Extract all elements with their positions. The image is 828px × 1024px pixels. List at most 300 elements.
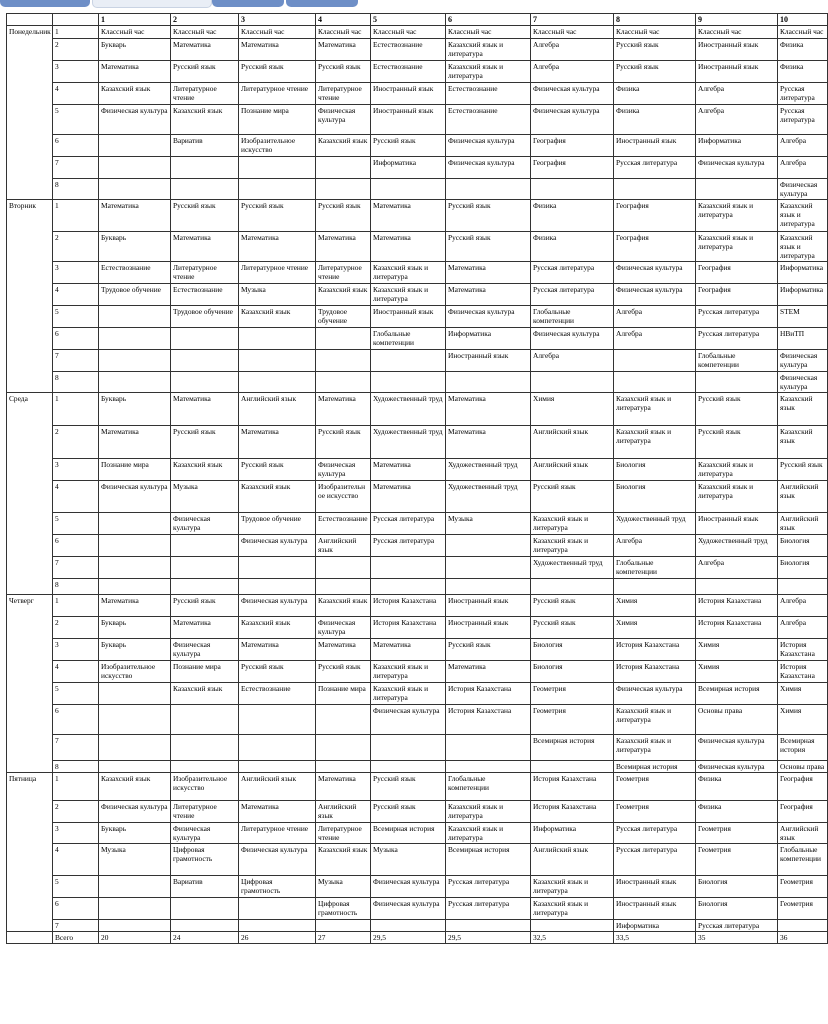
lesson-cell: Трудовое обучение	[239, 513, 316, 535]
lesson-cell	[446, 557, 531, 579]
table-row	[7, 773, 828, 801]
lesson-cell: Биология	[696, 898, 778, 920]
lesson-cell	[171, 157, 239, 179]
lesson-cell	[239, 920, 316, 932]
lesson-cell: Русский язык	[531, 595, 614, 617]
lesson-cell: Русская литература	[446, 876, 531, 898]
lesson-cell: Математика	[371, 639, 446, 661]
lesson-cell: Казахский язык и литература	[696, 232, 778, 262]
browser-tab[interactable]	[0, 0, 90, 7]
lesson-cell: Познание мира	[171, 661, 239, 683]
lesson-cell: Математика	[316, 39, 371, 61]
lesson-cell: Геометрия	[696, 823, 778, 844]
lesson-cell: Букварь	[99, 39, 171, 61]
lesson-cell: Физическая культура	[614, 262, 696, 284]
lesson-cell: Физическая культура	[371, 705, 446, 735]
lesson-cell: Иностранный язык	[371, 105, 446, 135]
table-row	[7, 876, 828, 898]
lesson-cell: Физическая культура	[171, 639, 239, 661]
total-value: 24	[171, 932, 239, 944]
lesson-cell	[778, 920, 828, 932]
lesson-cell: Естествознание	[446, 105, 531, 135]
lesson-cell: Русский язык	[171, 200, 239, 232]
lesson-cell: Физическая культура	[316, 459, 371, 481]
lesson-cell: Казахский язык и литература	[614, 735, 696, 761]
lesson-cell	[171, 920, 239, 932]
lesson-cell	[446, 179, 531, 200]
lesson-number: 4	[53, 284, 99, 306]
lesson-cell: Физическая культура	[696, 157, 778, 179]
lesson-cell: Математика	[316, 639, 371, 661]
lesson-cell: Английский язык	[778, 823, 828, 844]
lesson-cell: Алгебра	[778, 617, 828, 639]
lesson-cell: Математика	[371, 481, 446, 513]
lesson-cell: Глобальные компетенции	[696, 350, 778, 372]
lesson-cell: Русский язык	[239, 200, 316, 232]
lesson-cell: Физика	[531, 232, 614, 262]
table-row	[7, 426, 828, 459]
lesson-cell	[239, 898, 316, 920]
lesson-cell: Казахский язык и литература	[371, 284, 446, 306]
header-class-number: 9	[696, 14, 778, 26]
day-label: Пятница	[7, 773, 53, 932]
lesson-cell: Всемирная история	[531, 735, 614, 761]
lesson-cell: Русская литература	[371, 535, 446, 557]
lesson-cell: Биология	[614, 481, 696, 513]
lesson-cell: Русский язык	[371, 801, 446, 823]
lesson-cell: Физическая культура	[316, 105, 371, 135]
header-class-number: 3	[239, 14, 316, 26]
lesson-cell: Физика	[614, 83, 696, 105]
lesson-cell: Физическая культура	[99, 105, 171, 135]
day-label: Среда	[7, 393, 53, 595]
lesson-cell	[239, 350, 316, 372]
lesson-cell: Художественный труд	[614, 513, 696, 535]
lesson-cell: География	[778, 801, 828, 823]
lesson-cell	[316, 705, 371, 735]
browser-tab[interactable]	[212, 0, 284, 7]
lesson-cell	[316, 157, 371, 179]
lesson-cell	[316, 735, 371, 761]
lesson-cell: История Казахстана	[446, 705, 531, 735]
table-row	[7, 39, 828, 61]
lesson-cell: Русский язык	[371, 135, 446, 157]
lesson-cell	[778, 579, 828, 595]
lesson-cell: Всемирная история	[778, 735, 828, 761]
lesson-cell: Геометрия	[778, 898, 828, 920]
day-label: Четверг	[7, 595, 53, 773]
lesson-cell: Физическая культура	[614, 284, 696, 306]
lesson-cell: Математика	[171, 39, 239, 61]
total-label: Всего	[53, 932, 99, 944]
lesson-cell: Иностранный язык	[371, 306, 446, 328]
total-value: 36	[778, 932, 828, 944]
table-row	[7, 513, 828, 535]
lesson-cell	[99, 579, 171, 595]
lesson-number: 1	[53, 393, 99, 426]
lesson-cell: География	[696, 284, 778, 306]
lesson-cell: Физическая культура	[171, 513, 239, 535]
lesson-cell: Физическая культура	[531, 328, 614, 350]
lesson-cell: Всемирная история	[446, 844, 531, 876]
lesson-cell: Музыка	[99, 844, 171, 876]
lesson-cell: Информатика	[371, 157, 446, 179]
table-row	[7, 284, 828, 306]
lesson-cell: История Казахстана	[446, 683, 531, 705]
lesson-cell: Математика	[446, 284, 531, 306]
lesson-cell: География	[531, 157, 614, 179]
lesson-cell	[99, 761, 171, 773]
table-row	[7, 200, 828, 232]
lesson-cell: Вариатив	[171, 135, 239, 157]
total-value: 26	[239, 932, 316, 944]
lesson-cell	[316, 579, 371, 595]
lesson-cell: Физическая культура	[171, 823, 239, 844]
header-corner	[53, 14, 99, 26]
lesson-cell: Казахский язык	[316, 284, 371, 306]
lesson-cell	[171, 735, 239, 761]
lesson-cell: Русский язык	[446, 200, 531, 232]
lesson-number: 4	[53, 661, 99, 683]
lesson-cell	[171, 557, 239, 579]
lesson-cell: Классный час	[99, 26, 171, 39]
lesson-cell: Математика	[371, 232, 446, 262]
lesson-cell: Русский язык	[614, 61, 696, 83]
lesson-cell: Математика	[171, 232, 239, 262]
lesson-cell: Химия	[778, 683, 828, 705]
lesson-cell	[99, 157, 171, 179]
lesson-cell: Казахский язык и литература	[778, 232, 828, 262]
lesson-number: 3	[53, 61, 99, 83]
lesson-cell	[531, 920, 614, 932]
lesson-cell	[696, 372, 778, 393]
lesson-cell: Художественный труд	[371, 393, 446, 426]
lesson-cell: Иностранный язык	[446, 617, 531, 639]
table-row	[7, 26, 828, 39]
lesson-cell: Русский язык	[696, 393, 778, 426]
lesson-cell: Художественный труд	[531, 557, 614, 579]
lesson-cell: Русский язык	[239, 459, 316, 481]
lesson-cell: Познание мира	[239, 105, 316, 135]
header-class-number: 4	[316, 14, 371, 26]
lesson-cell: Иностранный язык	[696, 39, 778, 61]
lesson-cell: Русская литература	[778, 83, 828, 105]
lesson-cell	[446, 372, 531, 393]
lesson-cell	[371, 920, 446, 932]
lesson-cell: Физика	[614, 105, 696, 135]
lesson-cell: Классный час	[778, 26, 828, 39]
lesson-cell: Русская литература	[778, 105, 828, 135]
lesson-cell	[239, 735, 316, 761]
lesson-cell: Музыка	[239, 284, 316, 306]
lesson-number: 8	[53, 372, 99, 393]
lesson-cell: Химия	[614, 595, 696, 617]
lesson-cell: Математика	[316, 773, 371, 801]
lesson-cell: Иностранный язык	[371, 83, 446, 105]
lesson-cell: Физика	[778, 61, 828, 83]
lesson-cell: Математика	[446, 262, 531, 284]
lesson-cell: Художественный труд	[446, 481, 531, 513]
lesson-cell: Казахский язык	[239, 306, 316, 328]
lesson-cell: История Казахстана	[614, 661, 696, 683]
table-row	[7, 661, 828, 683]
lesson-cell: Русский язык	[778, 459, 828, 481]
lesson-cell: Математика	[99, 595, 171, 617]
lesson-number: 7	[53, 735, 99, 761]
lesson-cell	[99, 372, 171, 393]
header-corner	[7, 14, 53, 26]
lesson-cell: Геометрия	[778, 876, 828, 898]
lesson-number: 6	[53, 705, 99, 735]
lesson-cell: Казахский язык	[239, 617, 316, 639]
lesson-cell: Английский язык	[531, 844, 614, 876]
lesson-cell: Казахский язык	[316, 135, 371, 157]
lesson-cell: Естествознание	[99, 262, 171, 284]
table-row	[7, 157, 828, 179]
lesson-cell: Русский язык	[171, 595, 239, 617]
lesson-cell: Казахский язык	[99, 83, 171, 105]
lesson-cell: Русская литература	[371, 513, 446, 535]
lesson-cell: Физическая культура	[446, 157, 531, 179]
lesson-cell: Алгебра	[778, 157, 828, 179]
lesson-cell: Казахский язык	[778, 393, 828, 426]
lesson-cell	[99, 557, 171, 579]
lesson-cell: Математика	[446, 661, 531, 683]
lesson-cell: Английский язык	[531, 459, 614, 481]
total-value: 32,5	[531, 932, 614, 944]
lesson-cell	[171, 372, 239, 393]
lesson-cell: Казахский язык и литература	[696, 481, 778, 513]
lesson-cell: Алгебра	[778, 135, 828, 157]
lesson-cell: Английский язык	[316, 535, 371, 557]
lesson-cell: Физика	[696, 801, 778, 823]
lesson-cell: Математика	[239, 232, 316, 262]
lesson-cell: Трудовое обучение	[99, 284, 171, 306]
lesson-cell: Глобальные компетенции	[778, 844, 828, 876]
header-class-number: 10	[778, 14, 828, 26]
lesson-cell: Букварь	[99, 232, 171, 262]
lesson-cell: Математика	[239, 426, 316, 459]
lesson-cell: Биология	[614, 459, 696, 481]
table-row	[7, 595, 828, 617]
lesson-cell: Русский язык	[316, 61, 371, 83]
lesson-cell: Художественный труд	[446, 459, 531, 481]
lesson-cell: Английский язык	[316, 801, 371, 823]
lesson-cell: Физическая культура	[239, 595, 316, 617]
lesson-cell: Иностранный язык	[614, 898, 696, 920]
lesson-cell: Классный час	[696, 26, 778, 39]
lesson-cell: Изобразительное искусство	[316, 481, 371, 513]
lesson-cell	[371, 350, 446, 372]
lesson-cell: Литературное чтение	[239, 83, 316, 105]
lesson-cell	[371, 579, 446, 595]
lesson-cell: Казахский язык и литература	[696, 459, 778, 481]
lesson-cell	[316, 920, 371, 932]
lesson-cell: Физическая культура	[99, 481, 171, 513]
lesson-cell: Русский язык	[371, 773, 446, 801]
lesson-cell: Классный час	[171, 26, 239, 39]
browser-tab[interactable]	[286, 0, 358, 7]
day-label: Вторник	[7, 200, 53, 393]
lesson-cell: Казахский язык и литература	[614, 705, 696, 735]
lesson-cell: Классный час	[614, 26, 696, 39]
table-row	[7, 232, 828, 262]
lesson-cell: Физическая культура	[778, 350, 828, 372]
lesson-cell: Информатика	[778, 284, 828, 306]
lesson-cell: Биология	[778, 535, 828, 557]
lesson-cell: Иностранный язык	[614, 876, 696, 898]
table-row	[7, 801, 828, 823]
lesson-cell: Казахский язык и литература	[371, 683, 446, 705]
lesson-cell	[446, 535, 531, 557]
lesson-number: 4	[53, 83, 99, 105]
lesson-cell: Художественный труд	[371, 426, 446, 459]
day-label: Понедельник	[7, 26, 53, 200]
lesson-cell: Русский язык	[531, 617, 614, 639]
lesson-cell: Казахский язык	[171, 459, 239, 481]
lesson-cell: Всемирная история	[371, 823, 446, 844]
lesson-number: 5	[53, 683, 99, 705]
lesson-cell: Русская литература	[614, 823, 696, 844]
table-row	[7, 262, 828, 284]
lesson-cell	[316, 557, 371, 579]
lesson-cell: Естествознание	[371, 61, 446, 83]
lesson-cell: Русская литература	[531, 284, 614, 306]
lesson-cell: Физическая культура	[99, 801, 171, 823]
lesson-cell	[239, 557, 316, 579]
lesson-cell: Информатика	[696, 135, 778, 157]
lesson-number: 4	[53, 844, 99, 876]
lesson-cell	[99, 683, 171, 705]
table-row	[7, 898, 828, 920]
lesson-cell: Физическая культура	[371, 898, 446, 920]
lesson-cell: Геометрия	[531, 683, 614, 705]
lesson-cell: Математика	[171, 393, 239, 426]
lesson-cell	[171, 350, 239, 372]
table-row	[7, 705, 828, 735]
lesson-cell: Химия	[531, 393, 614, 426]
lesson-cell: История Казахстана	[371, 595, 446, 617]
lesson-cell	[99, 179, 171, 200]
lesson-cell: Изобразительное искусство	[171, 773, 239, 801]
lesson-cell: Глобальные компетенции	[614, 557, 696, 579]
lesson-number: 1	[53, 595, 99, 617]
lesson-cell: История Казахстана	[778, 661, 828, 683]
lesson-number: 8	[53, 579, 99, 595]
lesson-cell	[696, 579, 778, 595]
total-value: 27	[316, 932, 371, 944]
lesson-cell: Физическая культура	[778, 372, 828, 393]
lesson-cell: Геометрия	[614, 801, 696, 823]
lesson-cell: Иностранный язык	[446, 350, 531, 372]
table-row	[7, 135, 828, 157]
lesson-cell	[371, 761, 446, 773]
lesson-cell	[446, 579, 531, 595]
header-class-number: 2	[171, 14, 239, 26]
lesson-cell	[446, 735, 531, 761]
lesson-cell: Музыка	[171, 481, 239, 513]
header-class-number: 8	[614, 14, 696, 26]
browser-tab-active[interactable]	[92, 0, 212, 8]
lesson-cell: Познание мира	[316, 683, 371, 705]
lesson-cell: Физическая культура	[531, 83, 614, 105]
lesson-cell: Классный час	[371, 26, 446, 39]
lesson-cell: Математика	[316, 393, 371, 426]
header-class-number: 7	[531, 14, 614, 26]
lesson-cell: Казахский язык и литература	[531, 535, 614, 557]
lesson-cell: География	[696, 262, 778, 284]
lesson-cell: Физическая культура	[239, 844, 316, 876]
lesson-cell: Русская литература	[696, 306, 778, 328]
lesson-cell: НВиТП	[778, 328, 828, 350]
lesson-number: 2	[53, 39, 99, 61]
lesson-cell: Геометрия	[614, 773, 696, 801]
lesson-cell: Алгебра	[614, 328, 696, 350]
total-value: 29,5	[371, 932, 446, 944]
total-value: 33,5	[614, 932, 696, 944]
lesson-number: 3	[53, 262, 99, 284]
lesson-cell: Литературное чтение	[316, 262, 371, 284]
lesson-cell: Музыка	[446, 513, 531, 535]
header-class-number: 1	[99, 14, 171, 26]
lesson-cell: Математика	[99, 200, 171, 232]
lesson-cell	[239, 705, 316, 735]
lesson-cell: Литературное чтение	[316, 83, 371, 105]
lesson-cell: Математика	[239, 39, 316, 61]
header-class-number: 6	[446, 14, 531, 26]
lesson-cell: Основы права	[696, 705, 778, 735]
lesson-cell: Физическая культура	[239, 535, 316, 557]
lesson-cell: Казахский язык	[99, 773, 171, 801]
lesson-cell	[239, 579, 316, 595]
lesson-cell: Естествознание	[446, 83, 531, 105]
lesson-cell: Музыка	[316, 876, 371, 898]
lesson-cell: Познание мира	[99, 459, 171, 481]
lesson-cell: Алгебра	[614, 535, 696, 557]
lesson-cell	[99, 735, 171, 761]
lesson-number: 3	[53, 639, 99, 661]
lesson-cell: Русская литература	[614, 844, 696, 876]
lesson-cell: Казахский язык и литература	[696, 200, 778, 232]
lesson-cell	[99, 513, 171, 535]
lesson-cell: Информатика	[446, 328, 531, 350]
lesson-cell: Казахский язык и литература	[778, 200, 828, 232]
lesson-cell: Алгебра	[696, 105, 778, 135]
total-value: 35	[696, 932, 778, 944]
table-row	[7, 761, 828, 773]
lesson-cell: Цифровая грамотность	[171, 844, 239, 876]
lesson-cell: Казахский язык и литература	[614, 393, 696, 426]
lesson-cell: Биология	[696, 876, 778, 898]
lesson-cell: Физика	[696, 773, 778, 801]
lesson-cell: Всемирная история	[614, 761, 696, 773]
table-row	[7, 328, 828, 350]
total-row	[7, 932, 828, 944]
lesson-cell: Химия	[614, 617, 696, 639]
lesson-cell	[171, 705, 239, 735]
lesson-number: 2	[53, 426, 99, 459]
lesson-cell: Русская литература	[696, 920, 778, 932]
lesson-cell	[99, 876, 171, 898]
lesson-cell: Русский язык	[614, 39, 696, 61]
lesson-cell: Классный час	[446, 26, 531, 39]
lesson-cell: Изобразительное искусство	[99, 661, 171, 683]
lesson-cell: Физическая культура	[371, 876, 446, 898]
lesson-number: 3	[53, 823, 99, 844]
lesson-cell: Казахский язык	[316, 595, 371, 617]
lesson-cell: Букварь	[99, 393, 171, 426]
lesson-cell: Классный час	[531, 26, 614, 39]
